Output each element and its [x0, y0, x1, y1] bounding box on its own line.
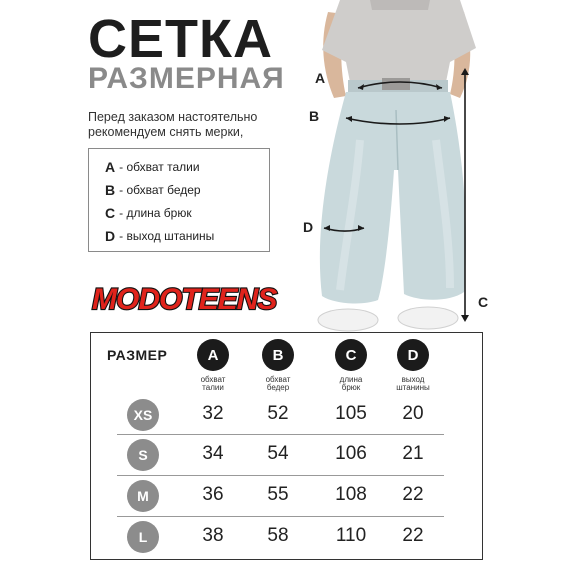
label-d: D — [303, 219, 314, 235]
table-cell: 106 — [335, 443, 367, 464]
column-caption: длина — [339, 375, 363, 384]
column-letter: D — [397, 339, 429, 371]
legend-item — [105, 155, 269, 178]
column-letter: C — [335, 339, 367, 371]
legend-letter: A — [105, 158, 116, 175]
table-row — [91, 516, 484, 556]
legend-item — [105, 178, 269, 201]
legend-text: - обхват бедер — [119, 182, 201, 197]
legend-text: - длина брюк — [119, 205, 192, 220]
model-photo — [300, 0, 500, 334]
legend-text: - выход штанины — [119, 228, 215, 243]
table-cell: 22 — [402, 525, 424, 546]
legend-letter: D — [105, 227, 116, 244]
size-badge: L — [127, 521, 159, 553]
column-caption: брюк — [341, 383, 361, 392]
measurement-legend — [88, 148, 270, 252]
column-caption: бедер — [266, 383, 290, 392]
table-cell: 32 — [202, 403, 224, 424]
column-caption: штанины — [396, 383, 430, 392]
brand-logo — [88, 276, 294, 318]
table-cell: 105 — [335, 403, 367, 424]
table-cell: 34 — [202, 443, 224, 464]
table-cell: 108 — [335, 484, 367, 505]
page-title: СЕТКА — [88, 9, 273, 69]
table-cell: 22 — [402, 484, 424, 505]
size-column-header: РАЗМЕР — [107, 347, 168, 363]
legend-letter: C — [105, 204, 116, 221]
intro-text: Перед заказом настоятельно рекомендуем снять мерки, — [88, 110, 258, 139]
table-cell: 20 — [402, 403, 424, 424]
column-caption: выход — [401, 375, 425, 384]
legend-text: - обхват талии — [119, 159, 200, 174]
column-header-a — [183, 339, 243, 392]
column-caption: обхват — [200, 375, 226, 384]
svg-text:MODOTEENS: MODOTEENS — [92, 283, 277, 316]
table-cell: 54 — [267, 443, 289, 464]
table-row — [91, 394, 484, 434]
label-b: B — [309, 108, 320, 124]
size-badge: S — [127, 439, 159, 471]
table-row — [91, 434, 484, 474]
column-caption: талии — [202, 383, 224, 392]
table-cell: 55 — [267, 484, 289, 505]
table-cell: 21 — [402, 443, 424, 464]
table-cell: 58 — [267, 525, 289, 546]
column-header-d — [383, 339, 443, 392]
size-badge: M — [127, 480, 159, 512]
legend-item — [105, 201, 269, 224]
column-letter: B — [262, 339, 294, 371]
legend-letter: B — [105, 181, 116, 198]
size-table — [90, 332, 483, 560]
table-cell: 52 — [267, 403, 289, 424]
size-badge: XS — [127, 399, 159, 431]
page-subtitle: РАЗМЕРНАЯ — [88, 62, 285, 95]
column-header-c — [321, 339, 381, 392]
column-header-b — [248, 339, 308, 392]
label-c: C — [478, 294, 489, 310]
column-letter: A — [197, 339, 229, 371]
table-cell: 110 — [335, 525, 367, 546]
label-a: A — [315, 70, 326, 86]
table-cell: 36 — [202, 484, 224, 505]
table-cell: 38 — [202, 525, 224, 546]
legend-item — [105, 224, 269, 247]
column-caption: обхват — [265, 375, 291, 384]
table-row — [91, 475, 484, 515]
